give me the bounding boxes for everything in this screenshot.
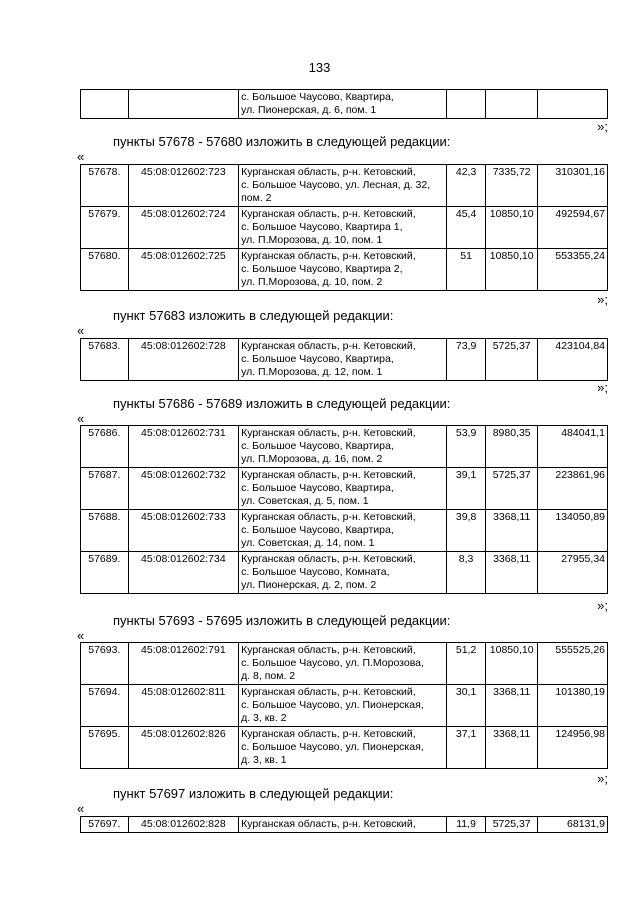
register-table [80, 816, 608, 833]
address-line: д. 3, кв. 1 [241, 754, 287, 766]
page-number: 133 [308, 60, 331, 75]
address-line: с. Большое Чаусово, Комната, [241, 566, 390, 578]
area: 11,9 [446, 817, 486, 833]
address [239, 426, 447, 468]
row-number: 57695. [81, 727, 129, 769]
address-line: Курганская область, р-н. Кетовский, [241, 427, 416, 439]
address-line: с. Большое Чаусово, Квартира, [241, 524, 394, 536]
closing-quote: »; [597, 292, 608, 307]
address [239, 552, 447, 594]
address-line: Курганская область, р-н. Кетовский, [241, 728, 416, 740]
area: 51,2 [446, 643, 486, 685]
table-row [81, 643, 608, 685]
cadastral-number: 45:08:012602:725 [128, 249, 238, 291]
specific-value: 5725,37 [486, 339, 538, 381]
specific-value: 3368,11 [486, 685, 538, 727]
table-row [81, 165, 608, 207]
row-number: 57686. [81, 426, 129, 468]
row-number: 57680. [81, 249, 129, 291]
address [239, 727, 447, 769]
row-number: 57689. [81, 552, 129, 594]
address-line: Курганская область, р-н. Кетовский, [241, 208, 416, 220]
row-number: 57687. [81, 468, 129, 510]
opening-quote: « [77, 323, 85, 338]
address-line: пом. 2 [241, 192, 272, 204]
table-row [81, 207, 608, 249]
address-line: д. 8, пом. 2 [241, 670, 296, 682]
address-line: с. Большое Чаусово, Квартира 1, [241, 221, 403, 233]
cadastral-cost: 555525,26 [538, 643, 608, 685]
row-number: 57694. [81, 685, 129, 727]
specific-value: 10850,10 [486, 643, 538, 685]
specific-value [486, 90, 538, 119]
address-line: Курганская область, р-н. Кетовский, [241, 250, 416, 262]
cadastral-cost: 101380,19 [538, 685, 608, 727]
cadastral-number: 45:08:012602:826 [128, 727, 238, 769]
cadastral-cost: 68131,9 [538, 817, 608, 833]
opening-quote: « [77, 411, 85, 426]
cadastral-cost: 553355,24 [538, 249, 608, 291]
table-row [81, 339, 608, 381]
area: 42,3 [446, 165, 486, 207]
cadastral-number: 45:08:012602:731 [128, 426, 238, 468]
address [239, 468, 447, 510]
address-line: с. Большое Чаусово, ул. Пионерская, [241, 741, 424, 753]
table-row [81, 685, 608, 727]
address-line: Курганская область, р-н. Кетовский, [241, 166, 416, 178]
address [239, 249, 447, 291]
address-line: с. Большое Чаусово, ул. Пионерская, [241, 699, 424, 711]
cadastral-cost: 134050,89 [538, 510, 608, 552]
cadastral-cost: 27955,34 [538, 552, 608, 594]
address-line: с. Большое Чаусово, ул. П.Морозова, [241, 657, 424, 669]
area: 51 [446, 249, 486, 291]
address [239, 685, 447, 727]
table-row [81, 727, 608, 769]
area: 39,8 [446, 510, 486, 552]
cadastral-number: 45:08:012602:733 [128, 510, 238, 552]
specific-value: 3368,11 [486, 727, 538, 769]
instruction-text: пункты 57693 - 57695 изложить в следующей редакции: [113, 613, 451, 628]
cadastral-number: 45:08:012602:728 [128, 339, 238, 381]
address-line: ул. Пионерская, д. 2, пом. 2 [241, 579, 377, 591]
row-number [81, 90, 129, 119]
address [239, 817, 447, 833]
area: 53,9 [446, 426, 486, 468]
address [239, 510, 447, 552]
row-number: 57678. [81, 165, 129, 207]
address [239, 165, 447, 207]
closing-quote: »; [597, 380, 608, 395]
address-line: ул. Пионерская, д. 6, пом. 1 [241, 104, 377, 116]
register-table [80, 164, 608, 291]
cadastral-number: 45:08:012602:724 [128, 207, 238, 249]
address-line: Курганская область, р-н. Кетовский, [241, 511, 416, 523]
specific-value: 3368,11 [486, 552, 538, 594]
address-line: ул. П.Морозова, д. 10, пом. 2 [241, 276, 383, 288]
cadastral-number [128, 90, 238, 119]
area: 39,1 [446, 468, 486, 510]
cadastral-number: 45:08:012602:732 [128, 468, 238, 510]
cadastral-cost: 124956,98 [538, 727, 608, 769]
specific-value: 10850,10 [486, 249, 538, 291]
address-line: Курганская область, р-н. Кетовский, [241, 686, 416, 698]
table-row [81, 426, 608, 468]
continuation-table [80, 89, 608, 119]
cadastral-cost: 423104,84 [538, 339, 608, 381]
specific-value: 8980,35 [486, 426, 538, 468]
row-number: 57683. [81, 339, 129, 381]
opening-quote: « [77, 149, 85, 164]
row-number: 57679. [81, 207, 129, 249]
cadastral-cost: 310301,16 [538, 165, 608, 207]
row-number: 57688. [81, 510, 129, 552]
instruction-text: пункты 57678 - 57680 изложить в следующей редакции: [113, 134, 451, 149]
table-row [81, 510, 608, 552]
address-line: д. 3, кв. 2 [241, 712, 287, 724]
area: 73,9 [446, 339, 486, 381]
address [239, 643, 447, 685]
cadastral-cost: 484041,1 [538, 426, 608, 468]
opening-quote: « [77, 801, 85, 816]
address-line: Курганская область, р-н. Кетовский, [241, 340, 416, 352]
specific-value: 5725,37 [486, 817, 538, 833]
specific-value: 10850,10 [486, 207, 538, 249]
address-line: с. Большое Чаусово, Квартира 2, [241, 263, 403, 275]
address-line: ул. П.Морозова, д. 10, пом. 1 [241, 234, 383, 246]
table-row [81, 90, 608, 119]
row-number: 57693. [81, 643, 129, 685]
address-line: Курганская область, р-н. Кетовский, [241, 469, 416, 481]
cadastral-cost: 492594,67 [538, 207, 608, 249]
address-line: с. Большое Чаусово, Квартира, [241, 91, 394, 103]
area: 45,4 [446, 207, 486, 249]
area [446, 90, 486, 119]
closing-quote: »; [597, 771, 608, 786]
address-line: с. Большое Чаусово, ул. Лесная, д. 32, [241, 179, 431, 191]
specific-value: 7335,72 [486, 165, 538, 207]
register-table [80, 338, 608, 381]
table-row [81, 249, 608, 291]
register-table [80, 642, 608, 769]
opening-quote: « [77, 628, 85, 643]
closing-quote: »; [597, 119, 608, 134]
cadastral-number: 45:08:012602:811 [128, 685, 238, 727]
address-line: ул. Советская, д. 14, пом. 1 [241, 537, 375, 549]
cadastral-cost [538, 90, 608, 119]
address-line: Курганская область, р-н. Кетовский, [241, 553, 416, 565]
address-line: с. Большое Чаусово, Квартира, [241, 440, 394, 452]
instruction-text: пункт 57697 изложить в следующей редакции: [113, 786, 394, 801]
register-table [80, 425, 608, 594]
table-row [81, 552, 608, 594]
area: 37,1 [446, 727, 486, 769]
address-line: Курганская область, р-н. Кетовский, [241, 644, 416, 656]
cadastral-number: 45:08:012602:734 [128, 552, 238, 594]
closing-quote: »; [597, 598, 608, 613]
cadastral-cost: 223861,96 [538, 468, 608, 510]
address-line: ул. Советская, д. 5, пом. 1 [241, 495, 369, 507]
instruction-text: пункты 57686 - 57689 изложить в следующей редакции: [113, 396, 451, 411]
address-line: с. Большое Чаусово, Квартира, [241, 353, 394, 365]
table-row [81, 468, 608, 510]
address [239, 339, 447, 381]
address-line: с. Большое Чаусово, Квартира, [241, 482, 394, 494]
cadastral-number: 45:08:012602:828 [128, 817, 238, 833]
address [239, 207, 447, 249]
specific-value: 5725,37 [486, 468, 538, 510]
area: 8,3 [446, 552, 486, 594]
cadastral-number: 45:08:012602:723 [128, 165, 238, 207]
address-line: ул. П.Морозова, д. 16, пом. 2 [241, 453, 383, 465]
specific-value: 3368,11 [486, 510, 538, 552]
address-line: Курганская область, р-н. Кетовский, [241, 818, 416, 830]
area: 30,1 [446, 685, 486, 727]
address [239, 90, 447, 119]
table-row [81, 817, 608, 833]
cadastral-number: 45:08:012602:791 [128, 643, 238, 685]
instruction-text: пункт 57683 изложить в следующей редакции: [113, 308, 394, 323]
address-line: ул. П.Морозова, д. 12, пом. 1 [241, 366, 383, 378]
row-number: 57697. [81, 817, 129, 833]
